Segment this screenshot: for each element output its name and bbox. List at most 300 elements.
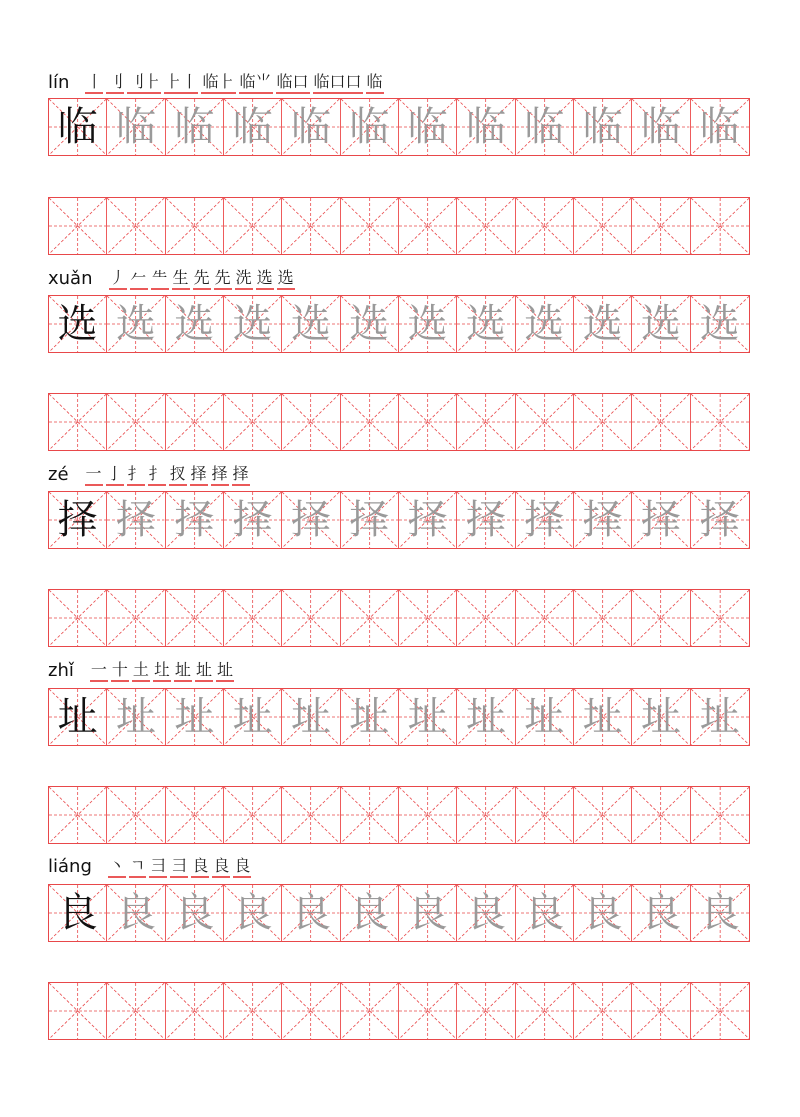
practice-cell: [574, 590, 632, 646]
practice-cell: [691, 590, 749, 646]
stroke-step: 先: [214, 268, 232, 290]
tracing-cell: [107, 99, 165, 155]
tracing-cell: [457, 885, 515, 941]
stroke-step: 丿: [109, 268, 127, 290]
stroke-step: 临口: [276, 72, 310, 94]
tracing-cell: [516, 885, 574, 941]
tracing-cell: [341, 492, 399, 548]
stroke-step: 亅: [106, 464, 124, 486]
practice-cell: [574, 983, 632, 1039]
practice-cell: [166, 198, 224, 254]
tracing-cell: [632, 296, 690, 352]
mi-grid-lines: [516, 983, 573, 1039]
mi-grid-lines: [457, 787, 514, 843]
tracing-cell: [516, 99, 574, 155]
practice-cell: [516, 787, 574, 843]
tracing-cell: [166, 296, 224, 352]
trace-character: 址: [465, 694, 506, 740]
tracing-cell: [691, 492, 749, 548]
tracing-cell: [399, 492, 457, 548]
stroke-step: 丶: [108, 856, 126, 878]
practice-cell: [49, 787, 107, 843]
tracing-cell: [166, 99, 224, 155]
practice-cell: [457, 198, 515, 254]
trace-character: 选: [640, 301, 681, 347]
stroke-step: 𠂉: [130, 268, 148, 290]
trace-character: 良: [115, 890, 156, 936]
mi-grid-lines: [107, 787, 164, 843]
model-cell: [49, 492, 107, 548]
practice-cell: [516, 983, 574, 1039]
trace-character: 临: [524, 104, 565, 150]
mi-grid-lines: [282, 787, 339, 843]
tracing-cell: [224, 885, 282, 941]
practice-cell: [632, 983, 690, 1039]
mi-grid-lines: [49, 787, 106, 843]
tracing-cell: [282, 99, 340, 155]
mi-grid-lines: [49, 590, 106, 646]
mi-grid-lines: [224, 590, 281, 646]
practice-cell: [49, 983, 107, 1039]
trace-character: 良: [290, 890, 331, 936]
stroke-step: 生: [172, 268, 190, 290]
pinyin: liáng: [48, 856, 92, 877]
mi-grid-lines: [49, 983, 106, 1039]
stroke-step: 择: [190, 464, 208, 486]
practice-cell: [107, 198, 165, 254]
trace-character: 址: [582, 694, 623, 740]
stroke-step: 一: [85, 464, 103, 486]
practice-cell: [49, 394, 107, 450]
char-header-5: [48, 852, 251, 878]
tracing-cell: [632, 99, 690, 155]
practice-cell: [166, 983, 224, 1039]
mi-grid-lines: [341, 983, 398, 1039]
mi-grid-lines: [166, 198, 223, 254]
mi-grid-lines: [166, 787, 223, 843]
practice-cell: [107, 787, 165, 843]
mi-grid-lines: [574, 198, 631, 254]
tracing-cell: [107, 689, 165, 745]
mi-grid-lines: [632, 198, 689, 254]
practice-cell: [107, 590, 165, 646]
trace-character: 选: [582, 301, 623, 347]
tracing-cell: [574, 296, 632, 352]
char-header-4: [48, 656, 234, 682]
mi-grid-lines: [691, 394, 749, 450]
practice-cell: [282, 983, 340, 1039]
practice-cell: [224, 590, 282, 646]
trace-character: 选: [699, 301, 740, 347]
tracing-cell: [107, 296, 165, 352]
tracing-row: [48, 295, 750, 353]
trace-character: 择: [349, 497, 390, 543]
trace-character: 择: [290, 497, 331, 543]
stroke-step: ⺧: [151, 268, 169, 290]
stroke-step: 土: [132, 660, 150, 682]
tracing-cell: [457, 99, 515, 155]
stroke-step: 扠: [169, 464, 187, 486]
mi-grid-lines: [224, 394, 281, 450]
mi-grid-lines: [516, 787, 573, 843]
tracing-cell: [282, 492, 340, 548]
tracing-cell: [341, 99, 399, 155]
mi-grid-lines: [399, 394, 456, 450]
tracing-cell: [399, 885, 457, 941]
model-cell: [49, 689, 107, 745]
trace-character: 选: [524, 301, 565, 347]
stroke-step: 十: [111, 660, 129, 682]
char-header-2: [48, 264, 295, 290]
tracing-cell: [632, 885, 690, 941]
stroke-step: 良: [233, 856, 251, 878]
trace-character: 临: [465, 104, 506, 150]
tracing-cell: [516, 689, 574, 745]
pinyin: zhǐ: [48, 660, 74, 681]
practice-cell: [224, 787, 282, 843]
tracing-cell: [574, 885, 632, 941]
mi-grid-lines: [282, 590, 339, 646]
tracing-cell: [282, 885, 340, 941]
mi-grid-lines: [691, 590, 749, 646]
trace-character: 良: [407, 890, 448, 936]
mi-grid-lines: [341, 590, 398, 646]
blank-practice-row: [48, 589, 750, 647]
tracing-cell: [399, 689, 457, 745]
stroke-step: 择: [211, 464, 229, 486]
stroke-step: 一: [90, 660, 108, 682]
trace-character: 择: [640, 497, 681, 543]
trace-character: 址: [232, 694, 273, 740]
mi-grid-lines: [282, 198, 339, 254]
stroke-step: 先: [193, 268, 211, 290]
mi-grid-lines: [107, 590, 164, 646]
trace-character: 临: [174, 104, 215, 150]
mi-grid-lines: [457, 394, 514, 450]
practice-cell: [516, 394, 574, 450]
tracing-cell: [166, 689, 224, 745]
tracing-cell: [282, 296, 340, 352]
trace-character: 良: [640, 890, 681, 936]
practice-cell: [574, 787, 632, 843]
stroke-step: 临: [366, 72, 384, 94]
stroke-step: 丨: [85, 72, 103, 94]
mi-grid-lines: [632, 787, 689, 843]
trace-character: 临: [582, 104, 623, 150]
mi-grid-lines: [166, 983, 223, 1039]
mi-grid-lines: [632, 590, 689, 646]
tracing-cell: [224, 689, 282, 745]
mi-grid-lines: [166, 394, 223, 450]
practice-cell: [632, 590, 690, 646]
stroke-step: 选: [256, 268, 274, 290]
stroke-step: 刂⺊: [127, 72, 161, 94]
mi-grid-lines: [691, 983, 749, 1039]
trace-character: 选: [349, 301, 390, 347]
practice-cell: [282, 787, 340, 843]
practice-cell: [691, 394, 749, 450]
mi-grid-lines: [282, 983, 339, 1039]
trace-character: 良: [232, 890, 273, 936]
trace-character: 址: [290, 694, 331, 740]
practice-cell: [574, 394, 632, 450]
trace-character: 良: [465, 890, 506, 936]
tracing-row: [48, 491, 750, 549]
practice-cell: [457, 394, 515, 450]
blank-practice-row: [48, 197, 750, 255]
trace-character: 址: [349, 694, 390, 740]
practice-cell: [166, 787, 224, 843]
practice-cell: [282, 394, 340, 450]
trace-character: 临: [407, 104, 448, 150]
practice-cell: [341, 787, 399, 843]
mi-grid-lines: [341, 394, 398, 450]
mi-grid-lines: [399, 787, 456, 843]
stroke-step: 址: [195, 660, 213, 682]
stroke-step: ㄱ: [129, 856, 146, 878]
mi-grid-lines: [107, 198, 164, 254]
trace-character: 选: [115, 301, 156, 347]
tracing-cell: [691, 99, 749, 155]
stroke-step: 洗: [235, 268, 253, 290]
mi-grid-lines: [457, 590, 514, 646]
mi-grid-lines: [516, 394, 573, 450]
mi-grid-lines: [632, 983, 689, 1039]
stroke-step: 彐: [149, 856, 167, 878]
tracing-cell: [691, 689, 749, 745]
practice-cell: [516, 590, 574, 646]
blank-practice-row: [48, 786, 750, 844]
mi-grid-lines: [399, 198, 456, 254]
mi-grid-lines: [399, 983, 456, 1039]
mi-grid-lines: [107, 394, 164, 450]
practice-cell: [399, 198, 457, 254]
stroke-step: 圵: [153, 660, 171, 682]
stroke-order: [85, 464, 250, 486]
practice-cell: [691, 983, 749, 1039]
char-header-1: [48, 68, 384, 94]
tracing-cell: [341, 885, 399, 941]
mi-grid-lines: [574, 590, 631, 646]
tracing-cell: [166, 885, 224, 941]
practice-cell: [282, 590, 340, 646]
mi-grid-lines: [691, 787, 749, 843]
tracing-row: [48, 98, 750, 156]
trace-character: 临: [290, 104, 331, 150]
mi-grid-lines: [574, 787, 631, 843]
model-character: 择: [57, 497, 98, 543]
tracing-cell: [457, 296, 515, 352]
tracing-cell: [516, 492, 574, 548]
pinyin: lín: [48, 72, 70, 93]
tracing-cell: [574, 99, 632, 155]
stroke-step: 扌: [127, 464, 145, 486]
stroke-order: [109, 268, 295, 290]
practice-cell: [457, 787, 515, 843]
tracing-cell: [632, 689, 690, 745]
stroke-step: 良: [191, 856, 209, 878]
trace-character: 址: [524, 694, 565, 740]
practice-cell: [224, 394, 282, 450]
char-header-3: [48, 460, 250, 486]
mi-grid-lines: [224, 787, 281, 843]
practice-cell: [341, 394, 399, 450]
practice-cell: [341, 590, 399, 646]
stroke-step: 临⺌: [239, 72, 273, 94]
mi-grid-lines: [282, 394, 339, 450]
tracing-cell: [341, 689, 399, 745]
trace-character: 址: [640, 694, 681, 740]
model-cell: [49, 885, 107, 941]
tracing-cell: [516, 296, 574, 352]
trace-character: 良: [349, 890, 390, 936]
practice-cell: [107, 983, 165, 1039]
mi-grid-lines: [457, 198, 514, 254]
trace-character: 择: [582, 497, 623, 543]
trace-character: 择: [524, 497, 565, 543]
practice-cell: [166, 394, 224, 450]
stroke-step: ⺊丨: [164, 72, 198, 94]
practice-cell: [49, 590, 107, 646]
trace-character: 选: [465, 301, 506, 347]
trace-character: 择: [232, 497, 273, 543]
practice-cell: [282, 198, 340, 254]
tracing-cell: [574, 689, 632, 745]
model-cell: [49, 99, 107, 155]
practice-cell: [457, 983, 515, 1039]
practice-cell: [49, 198, 107, 254]
practice-cell: [166, 590, 224, 646]
practice-cell: [224, 983, 282, 1039]
mi-grid-lines: [107, 983, 164, 1039]
tracing-cell: [691, 885, 749, 941]
mi-grid-lines: [574, 983, 631, 1039]
mi-grid-lines: [224, 983, 281, 1039]
mi-grid-lines: [574, 394, 631, 450]
tracing-cell: [691, 296, 749, 352]
trace-character: 址: [407, 694, 448, 740]
practice-cell: [399, 394, 457, 450]
trace-character: 临: [349, 104, 390, 150]
model-character: 址: [57, 694, 98, 740]
tracing-cell: [399, 296, 457, 352]
tracing-row: [48, 884, 750, 942]
mi-grid-lines: [49, 394, 106, 450]
practice-cell: [691, 198, 749, 254]
practice-cell: [516, 198, 574, 254]
trace-character: 选: [232, 301, 273, 347]
practice-cell: [574, 198, 632, 254]
practice-cell: [341, 198, 399, 254]
tracing-cell: [166, 492, 224, 548]
mi-grid-lines: [224, 198, 281, 254]
mi-grid-lines: [166, 590, 223, 646]
practice-cell: [457, 590, 515, 646]
mi-grid-lines: [49, 198, 106, 254]
blank-practice-row: [48, 982, 750, 1040]
practice-cell: [107, 394, 165, 450]
practice-cell: [224, 198, 282, 254]
trace-character: 选: [174, 301, 215, 347]
stroke-step: 址: [216, 660, 234, 682]
trace-character: 址: [699, 694, 740, 740]
mi-grid-lines: [516, 198, 573, 254]
tracing-row: [48, 688, 750, 746]
pinyin: zé: [48, 464, 69, 485]
model-character: 良: [57, 890, 98, 936]
stroke-step: 扌: [148, 464, 166, 486]
tracing-cell: [457, 492, 515, 548]
tracing-cell: [224, 296, 282, 352]
trace-character: 良: [524, 890, 565, 936]
trace-character: 择: [465, 497, 506, 543]
stroke-step: 刂: [106, 72, 124, 94]
stroke-order: [108, 856, 252, 878]
stroke-step: 临口口: [313, 72, 363, 94]
tracing-cell: [341, 296, 399, 352]
blank-practice-row: [48, 393, 750, 451]
trace-character: 临: [640, 104, 681, 150]
mi-grid-lines: [691, 198, 749, 254]
trace-character: 择: [407, 497, 448, 543]
practice-cell: [399, 983, 457, 1039]
model-cell: [49, 296, 107, 352]
practice-cell: [632, 394, 690, 450]
stroke-step: 彐: [170, 856, 188, 878]
stroke-step: 址: [174, 660, 192, 682]
mi-grid-lines: [632, 394, 689, 450]
tracing-cell: [224, 492, 282, 548]
stroke-order: [85, 72, 383, 94]
tracing-cell: [224, 99, 282, 155]
stroke-step: 择: [232, 464, 250, 486]
stroke-step: 选: [277, 268, 295, 290]
model-character: 选: [57, 301, 98, 347]
trace-character: 临: [699, 104, 740, 150]
mi-grid-lines: [341, 198, 398, 254]
mi-grid-lines: [516, 590, 573, 646]
mi-grid-lines: [399, 590, 456, 646]
mi-grid-lines: [341, 787, 398, 843]
stroke-order: [90, 660, 234, 682]
trace-character: 良: [582, 890, 623, 936]
mi-grid-lines: [457, 983, 514, 1039]
practice-cell: [632, 787, 690, 843]
stroke-step: 良: [212, 856, 230, 878]
practice-cell: [399, 590, 457, 646]
trace-character: 良: [174, 890, 215, 936]
tracing-cell: [574, 492, 632, 548]
trace-character: 择: [115, 497, 156, 543]
stroke-step: 临⺊: [201, 72, 235, 94]
tracing-cell: [457, 689, 515, 745]
tracing-cell: [399, 99, 457, 155]
trace-character: 临: [232, 104, 273, 150]
pinyin: xuǎn: [48, 268, 93, 289]
trace-character: 址: [115, 694, 156, 740]
model-character: 临: [57, 104, 98, 150]
tracing-cell: [107, 885, 165, 941]
trace-character: 临: [115, 104, 156, 150]
practice-cell: [399, 787, 457, 843]
tracing-cell: [282, 689, 340, 745]
practice-cell: [341, 983, 399, 1039]
trace-character: 选: [290, 301, 331, 347]
trace-character: 址: [174, 694, 215, 740]
tracing-cell: [632, 492, 690, 548]
trace-character: 择: [699, 497, 740, 543]
trace-character: 选: [407, 301, 448, 347]
